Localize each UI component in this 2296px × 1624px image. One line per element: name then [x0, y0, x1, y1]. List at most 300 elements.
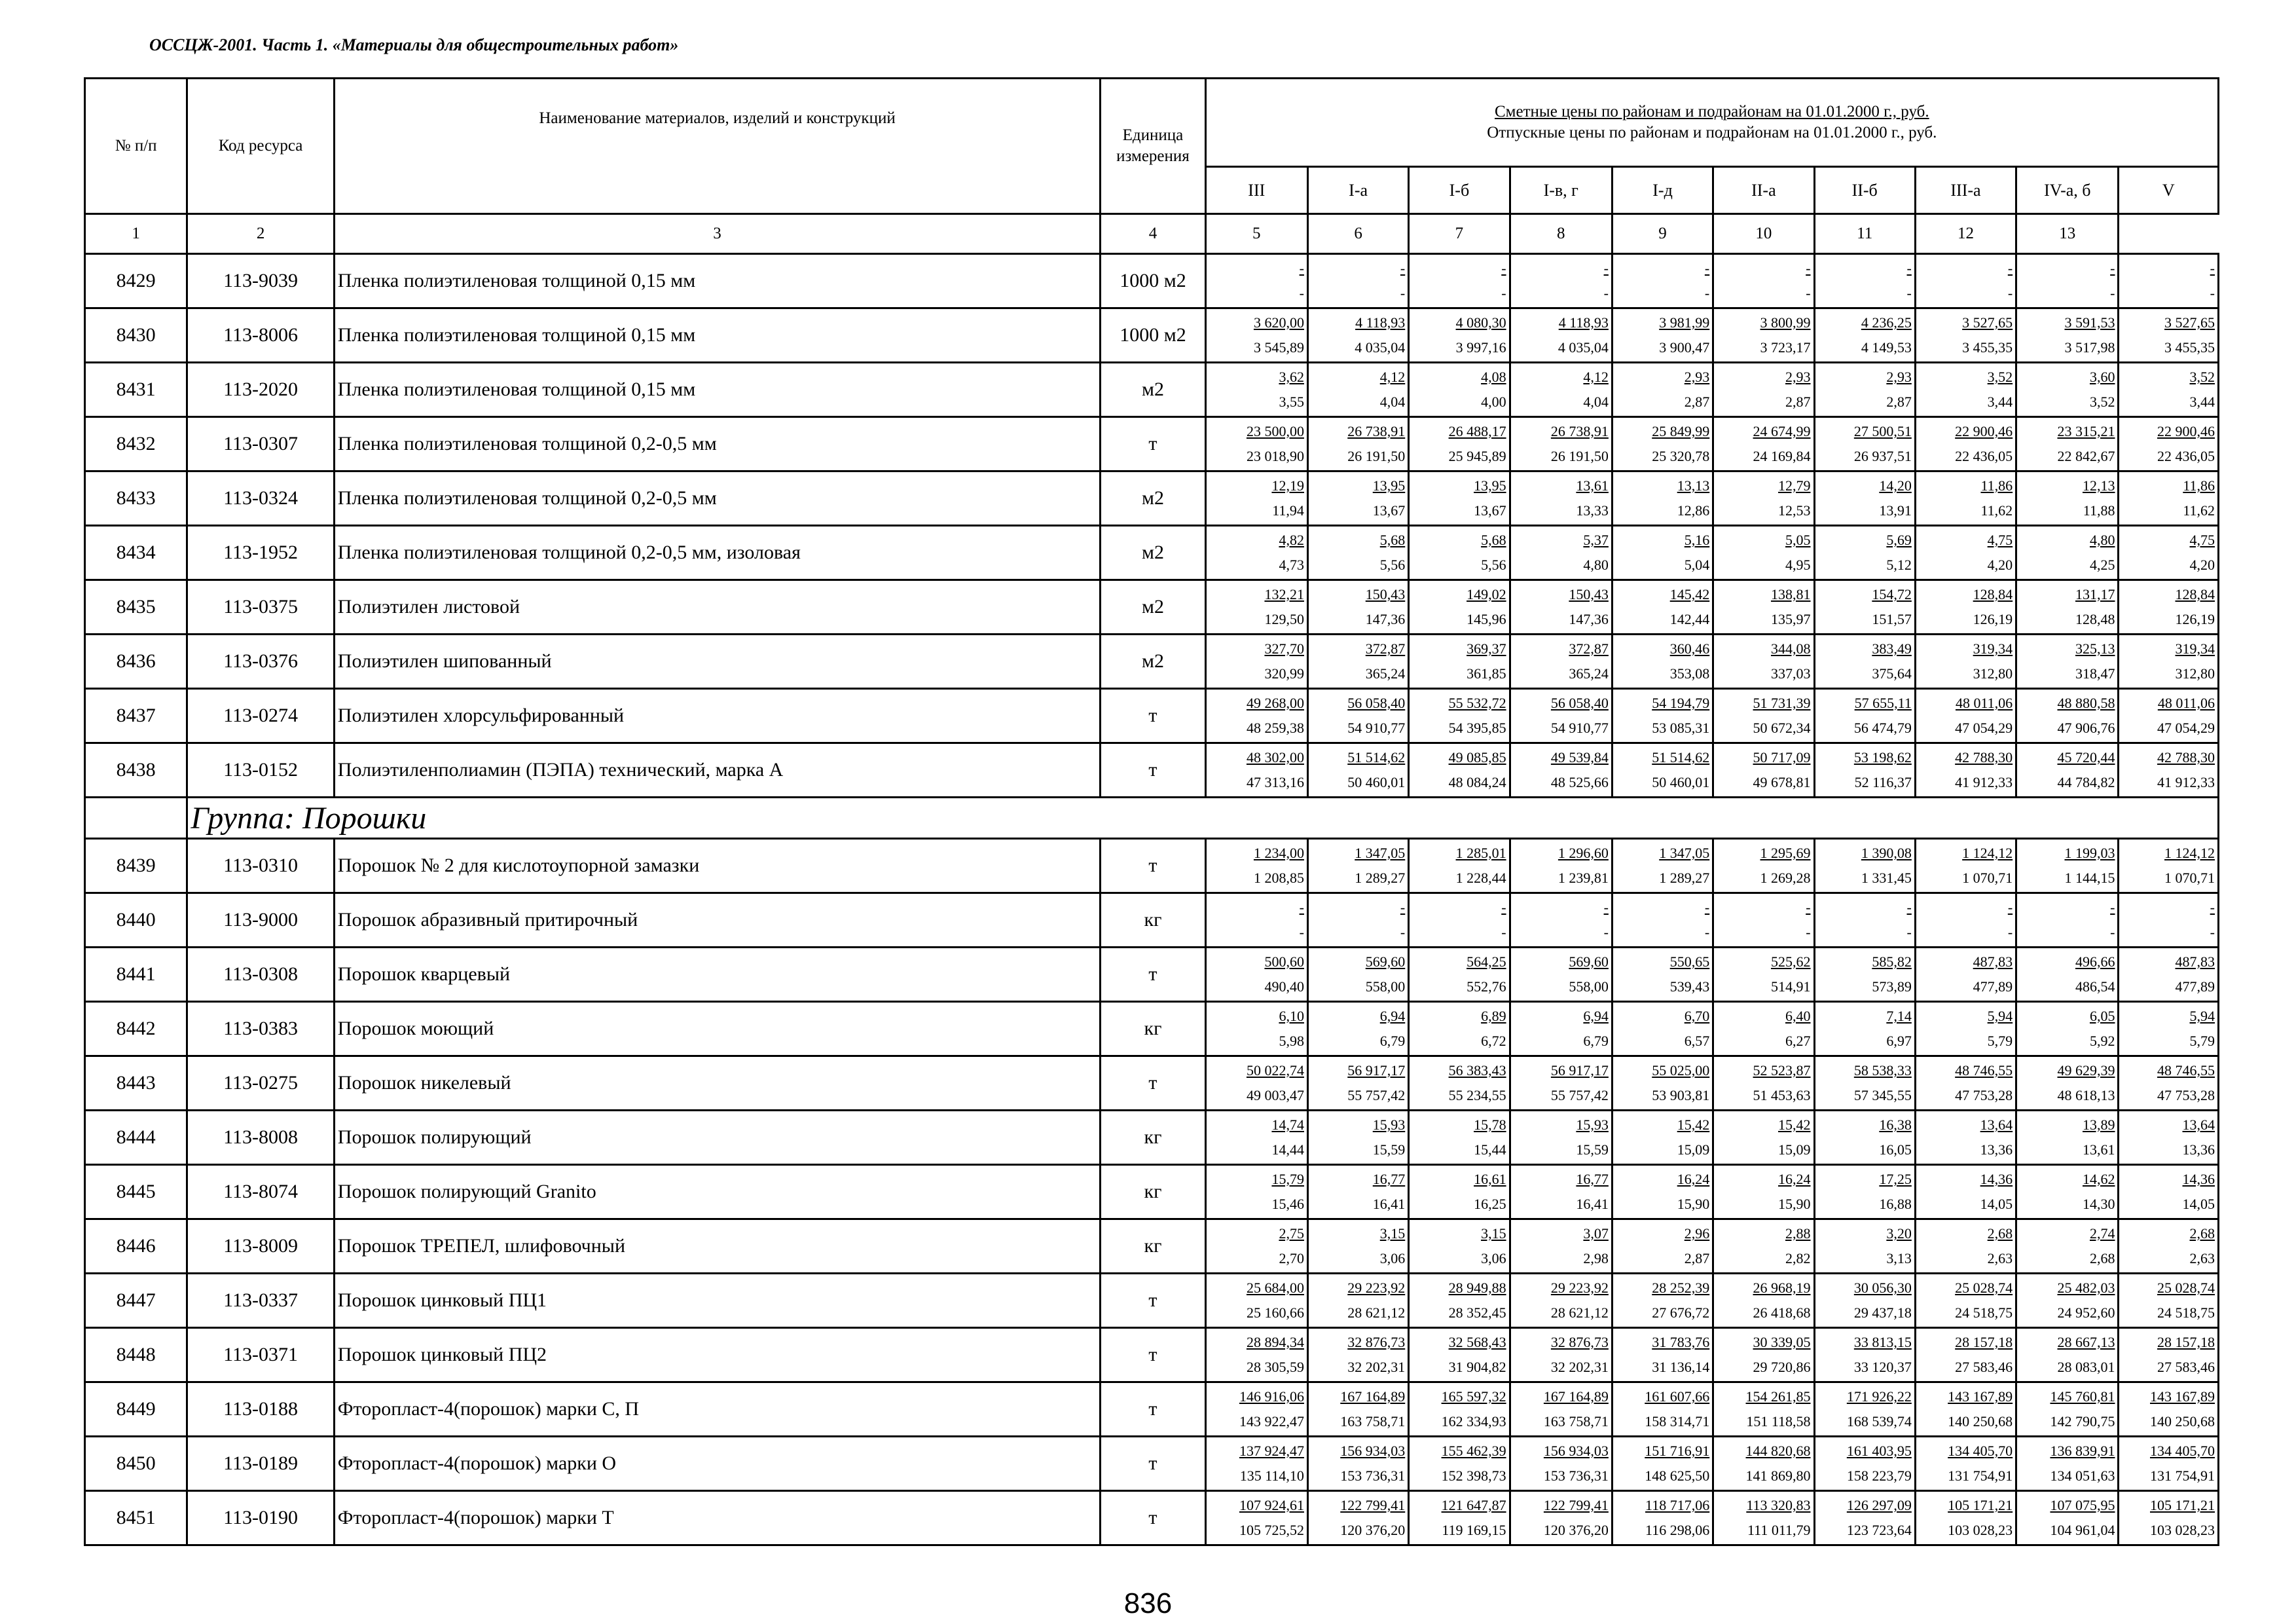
table-row — [85, 1491, 2219, 1545]
release-price: 5,92 — [2089, 1033, 2115, 1049]
release-price: 4,25 — [2089, 557, 2115, 573]
release-price: 5,79 — [1987, 1033, 2013, 1049]
price-cell — [1612, 308, 1713, 363]
estimate-price: 14,36 — [1980, 1171, 2013, 1187]
price-cell — [2119, 1219, 2219, 1274]
price-table — [84, 77, 2219, 1546]
release-price: 11,62 — [1980, 502, 2013, 519]
material-name: Пленка полиэтиленовая толщиной 0,15 мм — [334, 254, 1100, 308]
release-price: 135 114,10 — [1239, 1467, 1304, 1484]
price-cell — [1510, 1165, 1612, 1219]
resource-code: 113-0189 — [187, 1437, 334, 1491]
row-number: 8444 — [85, 1111, 187, 1165]
material-name: Полиэтилен хлорсульфированный — [334, 689, 1100, 743]
estimate-price: - — [2210, 260, 2215, 276]
resource-code: 113-0152 — [187, 743, 334, 798]
estimate-price: 128,84 — [1973, 586, 2013, 602]
estimate-price: 2,75 — [1279, 1225, 1304, 1242]
release-price: 55 234,55 — [1448, 1087, 1506, 1103]
estimate-price: 4,75 — [2189, 532, 2215, 548]
price-cell — [1510, 1002, 1612, 1056]
estimate-price: 5,05 — [1785, 532, 1811, 548]
release-price: 6,72 — [1481, 1033, 1506, 1049]
price-cell — [1307, 363, 1408, 417]
estimate-price: 6,10 — [1279, 1008, 1304, 1024]
resource-code: 113-8006 — [187, 308, 334, 363]
resource-code: 113-0375 — [187, 580, 334, 635]
release-price: 1 208,85 — [1253, 870, 1304, 886]
release-price: - — [1906, 924, 1912, 940]
estimate-price: 3,15 — [1481, 1225, 1506, 1242]
estimate-price: 1 347,05 — [1355, 845, 1406, 861]
release-price: 48 618,13 — [2057, 1087, 2115, 1103]
price-cell — [2016, 1382, 2119, 1437]
column-number-3: 3 — [334, 214, 1100, 254]
release-price: 365,24 — [1365, 665, 1406, 682]
release-price: 44 784,82 — [2057, 774, 2115, 790]
release-price: 28 352,45 — [1448, 1304, 1506, 1321]
estimate-price: 4,75 — [1987, 532, 2013, 548]
price-cell — [1307, 689, 1408, 743]
material-name: Порошок моющий — [334, 1002, 1100, 1056]
estimate-price: - — [1806, 260, 1811, 276]
price-cell — [1612, 254, 1713, 308]
release-price: 148 625,50 — [1645, 1467, 1710, 1484]
price-cell — [2119, 635, 2219, 689]
release-price: 162 334,93 — [1441, 1413, 1506, 1430]
release-price: - — [1603, 924, 1609, 940]
price-cell — [1307, 1491, 1408, 1545]
release-price: 3,52 — [2089, 394, 2115, 410]
estimate-price: 55 025,00 — [1652, 1062, 1710, 1079]
price-cell — [1713, 743, 1814, 798]
estimate-price: - — [1501, 260, 1506, 276]
price-cell — [2016, 839, 2119, 893]
table-row — [85, 1165, 2219, 1219]
price-cell — [1307, 948, 1408, 1002]
price-cell — [1612, 1491, 1713, 1545]
release-price: 131 754,91 — [1948, 1467, 2013, 1484]
estimate-price: 32 568,43 — [1448, 1334, 1506, 1350]
release-price: 14,05 — [1980, 1196, 2013, 1212]
release-price: 4 149,53 — [1861, 339, 1912, 356]
release-price: 120 376,20 — [1340, 1522, 1406, 1538]
table-row — [85, 893, 2219, 948]
estimate-price: 165 597,32 — [1441, 1388, 1506, 1405]
price-cell — [1915, 635, 2016, 689]
estimate-price: 28 667,13 — [2057, 1334, 2115, 1350]
estimate-price: 107 924,61 — [1239, 1497, 1304, 1513]
release-price: 6,27 — [1785, 1033, 1811, 1049]
estimate-price: 49 268,00 — [1246, 695, 1304, 711]
release-price: 2,87 — [1684, 394, 1710, 410]
release-price: 134 051,63 — [2050, 1467, 2115, 1484]
release-price: 55 757,42 — [1550, 1087, 1609, 1103]
price-cell — [1409, 1491, 1510, 1545]
estimate-price: 3,60 — [2089, 369, 2115, 385]
release-price: 54 910,77 — [1347, 720, 1406, 736]
estimate-price: 29 223,92 — [1347, 1280, 1406, 1296]
row-number: 8440 — [85, 893, 187, 948]
price-cell — [1814, 689, 1915, 743]
release-price: 2,68 — [2089, 1250, 2115, 1266]
material-name: Порошок № 2 для кислотоупорной замазки — [334, 839, 1100, 893]
row-number: 8450 — [85, 1437, 187, 1491]
price-cell — [1713, 948, 1814, 1002]
estimate-price: - — [1400, 260, 1406, 276]
page-number: 836 — [1123, 1587, 1173, 1619]
release-price: 4 035,04 — [1558, 339, 1609, 356]
price-cell — [1307, 1219, 1408, 1274]
release-price: 14,30 — [2082, 1196, 2115, 1212]
price-cell — [1915, 689, 2016, 743]
unit-of-measure: т — [1101, 1056, 1205, 1111]
price-cell — [1510, 254, 1612, 308]
table-row — [85, 363, 2219, 417]
estimate-price: 56 058,40 — [1550, 695, 1609, 711]
estimate-price: 4 236,25 — [1861, 314, 1912, 331]
price-cell — [1510, 1274, 1612, 1328]
price-cell — [1814, 1328, 1915, 1382]
estimate-price: 105 171,21 — [2150, 1497, 2215, 1513]
release-price: 13,67 — [1372, 502, 1406, 519]
estimate-price: 1 199,03 — [2064, 845, 2115, 861]
price-cell — [1814, 580, 1915, 635]
estimate-price: 15,42 — [1677, 1116, 1710, 1133]
price-cell — [2016, 635, 2119, 689]
price-cell — [1814, 526, 1915, 580]
price-cell — [1307, 417, 1408, 471]
row-number: 8446 — [85, 1219, 187, 1274]
release-price: 4,20 — [1987, 557, 2013, 573]
price-cell — [1915, 1056, 2016, 1111]
estimate-price: - — [2007, 899, 2013, 915]
estimate-price: 6,40 — [1785, 1008, 1811, 1024]
resource-code: 113-0383 — [187, 1002, 334, 1056]
release-price: - — [1299, 285, 1304, 301]
price-cell — [1915, 1219, 2016, 1274]
release-price: 4,20 — [2189, 557, 2215, 573]
price-cell — [1713, 635, 1814, 689]
price-cell — [1409, 526, 1510, 580]
estimate-price: 146 916,06 — [1239, 1388, 1304, 1405]
estimate-price: - — [1299, 260, 1304, 276]
release-price: 3,06 — [1379, 1250, 1406, 1266]
estimate-price: 360,46 — [1669, 640, 1710, 657]
table-row — [85, 1219, 2219, 1274]
price-cell — [2119, 839, 2219, 893]
column-number-10: 10 — [1713, 214, 1814, 254]
price-cell — [2016, 1219, 2119, 1274]
estimate-price: 25 482,03 — [2057, 1280, 2115, 1296]
table-row — [85, 1056, 2219, 1111]
price-cell — [1713, 689, 1814, 743]
price-cell — [1612, 1328, 1713, 1382]
release-price: 55 757,42 — [1347, 1087, 1406, 1103]
price-cell — [1814, 1056, 1915, 1111]
price-cell — [1205, 839, 1307, 893]
price-cell — [1510, 839, 1612, 893]
table-row — [85, 839, 2219, 893]
release-price: 6,79 — [1583, 1033, 1609, 1049]
price-cell — [2119, 1274, 2219, 1328]
estimate-price: 3,15 — [1379, 1225, 1406, 1242]
row-number: 8449 — [85, 1382, 187, 1437]
release-price: 13,67 — [1474, 502, 1506, 519]
estimate-price: 149,02 — [1467, 586, 1506, 602]
estimate-price: 132,21 — [1264, 586, 1304, 602]
release-price: - — [1400, 924, 1406, 940]
price-cell — [1510, 471, 1612, 526]
estimate-price: 28 894,34 — [1246, 1334, 1304, 1350]
release-price: 111 011,79 — [1747, 1522, 1811, 1538]
release-price: 26 191,50 — [1347, 448, 1406, 464]
price-cell — [1612, 1056, 1713, 1111]
price-cell — [1915, 1002, 2016, 1056]
row-number: 8447 — [85, 1274, 187, 1328]
release-price: 5,98 — [1279, 1033, 1304, 1049]
price-cell — [1205, 417, 1307, 471]
release-price: 51 453,63 — [1753, 1087, 1811, 1103]
price-cell — [2016, 417, 2119, 471]
release-price: 15,59 — [1576, 1141, 1609, 1158]
estimate-price: 105 171,21 — [1948, 1497, 2013, 1513]
estimate-price: 28 949,88 — [1448, 1280, 1506, 1296]
estimate-price: 1 124,12 — [2164, 845, 2215, 861]
unit-of-measure: т — [1101, 1437, 1205, 1491]
table-row — [85, 1437, 2219, 1491]
release-price: 4,73 — [1279, 557, 1304, 573]
estimate-price: 14,74 — [1271, 1116, 1304, 1133]
release-price: 119 169,15 — [1442, 1522, 1506, 1538]
estimate-price: 51 514,62 — [1652, 749, 1710, 766]
unit-of-measure: т — [1101, 1328, 1205, 1382]
estimate-price: 134 405,70 — [2150, 1443, 2215, 1459]
release-price: 6,57 — [1684, 1033, 1710, 1049]
resource-code: 113-8074 — [187, 1165, 334, 1219]
release-price: 477,89 — [2175, 978, 2215, 995]
release-price: 337,03 — [1771, 665, 1811, 682]
price-cell — [1205, 635, 1307, 689]
price-cell — [1612, 1002, 1713, 1056]
estimate-price: - — [2110, 899, 2115, 915]
estimate-price: 27 500,51 — [1853, 423, 1912, 439]
price-cell — [2016, 526, 2119, 580]
estimate-price: 154,72 — [1872, 586, 1912, 602]
estimate-price: 26 738,91 — [1347, 423, 1406, 439]
release-price: 158 223,79 — [1846, 1467, 1912, 1484]
estimate-price: 42 788,30 — [2157, 749, 2215, 766]
zone-header-3: I-б — [1409, 167, 1510, 214]
estimate-price: 144 820,68 — [1745, 1443, 1811, 1459]
estimate-price: 1 124,12 — [1962, 845, 2013, 861]
price-cell — [1814, 308, 1915, 363]
estimate-price: 2,74 — [2089, 1225, 2115, 1242]
material-name: Пленка полиэтиленовая толщиной 0,2-0,5 мм — [334, 417, 1100, 471]
release-price: 49 678,81 — [1753, 774, 1811, 790]
estimate-price: 487,83 — [2175, 953, 2215, 970]
price-cell — [1205, 1056, 1307, 1111]
estimate-price: - — [1603, 899, 1609, 915]
estimate-price: 11,86 — [1980, 477, 2013, 494]
release-price: 353,08 — [1669, 665, 1710, 682]
price-cell — [1713, 1328, 1814, 1382]
release-price: 153 736,31 — [1543, 1467, 1609, 1484]
estimate-price: 7,14 — [1886, 1008, 1912, 1024]
price-cell — [1612, 689, 1713, 743]
estimate-price: 55 532,72 — [1448, 695, 1506, 711]
price-cell — [1510, 526, 1612, 580]
release-price: 318,47 — [2075, 665, 2115, 682]
price-cell — [1307, 1382, 1408, 1437]
column-number-2: 2 — [187, 214, 334, 254]
estimate-price: 48 746,55 — [1955, 1062, 2013, 1079]
release-price: 163 758,71 — [1340, 1413, 1406, 1430]
price-cell — [1205, 1382, 1307, 1437]
release-price: 552,76 — [1467, 978, 1506, 995]
price-cell — [1713, 1219, 1814, 1274]
price-cell — [1409, 689, 1510, 743]
price-cell — [1814, 635, 1915, 689]
release-price: 41 912,33 — [1955, 774, 2013, 790]
price-cell — [2016, 893, 2119, 948]
price-cell — [2016, 580, 2119, 635]
estimate-price: 145,42 — [1669, 586, 1710, 602]
estimate-price: 5,94 — [1987, 1008, 2013, 1024]
row-number: 8431 — [85, 363, 187, 417]
estimate-price: 156 934,03 — [1340, 1443, 1406, 1459]
zone-header-10: V — [2119, 167, 2219, 214]
estimate-price: 13,61 — [1576, 477, 1609, 494]
estimate-price: 48 746,55 — [2157, 1062, 2215, 1079]
price-cell — [1915, 1491, 2016, 1545]
release-price: 31 904,82 — [1448, 1359, 1506, 1375]
price-cell — [1814, 1111, 1915, 1165]
estimate-price: 12,79 — [1778, 477, 1811, 494]
release-price: 4,04 — [1379, 394, 1406, 410]
column-number-12: 12 — [1915, 214, 2016, 254]
price-cell — [1915, 363, 2016, 417]
release-price: - — [1603, 285, 1609, 301]
estimate-price: 327,70 — [1264, 640, 1304, 657]
release-price: - — [2007, 924, 2013, 940]
release-price: 56 474,79 — [1853, 720, 1912, 736]
resource-code: 113-1952 — [187, 526, 334, 580]
release-price: 3 545,89 — [1253, 339, 1304, 356]
price-cell — [2119, 689, 2219, 743]
release-price: 128,48 — [2075, 611, 2115, 627]
price-cell — [1713, 417, 1814, 471]
release-price: - — [2007, 285, 2013, 301]
estimate-price: 4 080,30 — [1455, 314, 1506, 331]
price-cell — [1205, 580, 1307, 635]
estimate-price: 58 538,33 — [1853, 1062, 1912, 1079]
release-price: 15,46 — [1271, 1196, 1304, 1212]
release-price: 103 028,23 — [1948, 1522, 2013, 1538]
estimate-price: 28 157,18 — [1955, 1334, 2013, 1350]
estimate-price: 48 011,06 — [1955, 695, 2013, 711]
zone-header-7: II-б — [1814, 167, 1915, 214]
release-price: 2,70 — [1279, 1250, 1304, 1266]
price-cell — [1814, 1165, 1915, 1219]
release-price: 143 922,47 — [1239, 1413, 1304, 1430]
material-name: Порошок полирующий — [334, 1111, 1100, 1165]
material-name: Полиэтилен шипованный — [334, 635, 1100, 689]
release-price: 361,85 — [1467, 665, 1506, 682]
release-price: 145,96 — [1467, 611, 1506, 627]
estimate-price: 107 075,95 — [2050, 1497, 2115, 1513]
price-cell — [1915, 839, 2016, 893]
release-price: 140 250,68 — [2150, 1413, 2215, 1430]
price-cell — [1205, 1165, 1307, 1219]
price-cell — [1612, 1382, 1713, 1437]
price-cell — [1713, 1165, 1814, 1219]
release-price: 3 900,47 — [1659, 339, 1710, 356]
release-price: 53 085,31 — [1652, 720, 1710, 736]
estimate-price: 49 085,85 — [1448, 749, 1506, 766]
release-price: 28 083,01 — [2057, 1359, 2115, 1375]
resource-code: 113-9039 — [187, 254, 334, 308]
estimate-price: 48 011,06 — [2157, 695, 2215, 711]
resource-code: 113-0274 — [187, 689, 334, 743]
price-cell — [1307, 1165, 1408, 1219]
price-cell — [1713, 471, 1814, 526]
zone-prices-title-release: Отпускные цены по районам и подрайонам на 01.01.2000 г., руб. — [1487, 124, 1937, 142]
estimate-price: 33 813,15 — [1853, 1334, 1912, 1350]
price-cell — [2119, 1382, 2219, 1437]
release-price: 29 437,18 — [1853, 1304, 1912, 1321]
estimate-price: 500,60 — [1264, 953, 1304, 970]
price-cell — [1915, 1165, 2016, 1219]
resource-code: 113-0337 — [187, 1274, 334, 1328]
price-cell — [1713, 1274, 1814, 1328]
price-cell — [1510, 308, 1612, 363]
unit-of-measure: т — [1101, 839, 1205, 893]
release-price: 126,19 — [2175, 611, 2215, 627]
estimate-price: 32 876,73 — [1347, 1334, 1406, 1350]
price-cell — [1612, 893, 1713, 948]
price-cell — [1612, 363, 1713, 417]
release-price: 47 753,28 — [1955, 1087, 2013, 1103]
price-cell — [2016, 254, 2119, 308]
resource-code: 113-0324 — [187, 471, 334, 526]
row-number: 8432 — [85, 417, 187, 471]
estimate-price: 325,13 — [2075, 640, 2115, 657]
price-cell — [1612, 526, 1713, 580]
release-price: 22 842,67 — [2057, 448, 2115, 464]
price-cell — [1510, 363, 1612, 417]
release-price: 312,80 — [2175, 665, 2215, 682]
release-price: 14,44 — [1271, 1141, 1304, 1158]
release-price: 168 539,74 — [1846, 1413, 1912, 1430]
zone-header-8: III-а — [1915, 167, 2016, 214]
release-price: 33 120,37 — [1853, 1359, 1912, 1375]
column-number-1: 1 — [85, 214, 187, 254]
price-cell — [1612, 635, 1713, 689]
estimate-price: - — [1906, 899, 1912, 915]
release-price: 24 518,75 — [1955, 1304, 2013, 1321]
price-cell — [2016, 743, 2119, 798]
estimate-price: 48 880,58 — [2057, 695, 2115, 711]
estimate-price: 23 500,00 — [1246, 423, 1304, 439]
release-price: 573,89 — [1872, 978, 1912, 995]
price-cell — [2119, 743, 2219, 798]
price-cell — [1205, 1437, 1307, 1491]
estimate-price: 3 527,65 — [2164, 314, 2215, 331]
release-price: 4,00 — [1481, 394, 1506, 410]
price-cell — [2016, 1165, 2119, 1219]
estimate-price: - — [1501, 899, 1506, 915]
